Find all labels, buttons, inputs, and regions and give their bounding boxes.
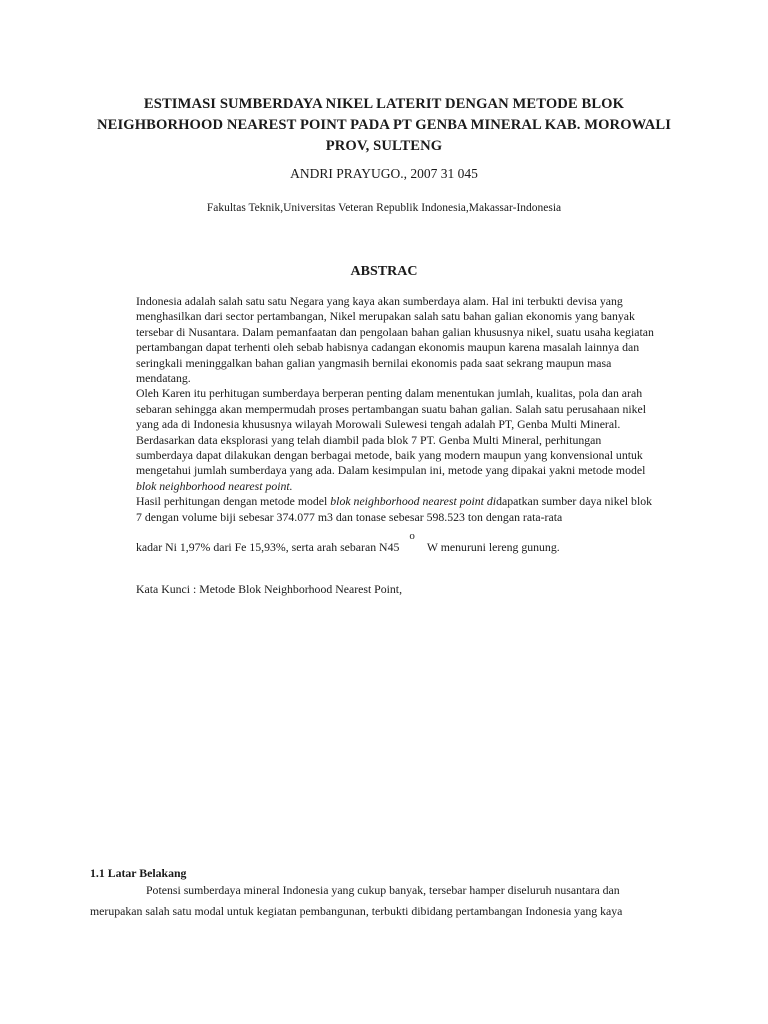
abstract-paragraph-2: Oleh Karen itu perhitugan sumberdaya berperan penting dalam menentukan jumlah, kualitas, pola dan arah sebaran sehingga akan mempermudah proses pertambangan suatu bahan galian. Salah satu perusahaan nikel yang ada di Indonesia khususnya wilayah Morowali Sulewesi tengah adalah PT, Genba Multi Mineral. bbox=[136, 386, 647, 432]
abstract-paragraph-4-pre: Hasil perhitungan dengan metode model bbox=[136, 494, 331, 509]
title-line-2: NEIGHBORHOOD NEAREST POINT PADA PT GENBA MINERAL KAB. MOROWALI bbox=[97, 117, 671, 133]
abstract-body bbox=[136, 294, 656, 525]
paper-title bbox=[60, 94, 708, 157]
abstract-final-line bbox=[136, 530, 560, 555]
title-line-1: ESTIMASI SUMBERDAYA NIKEL LATERIT DENGAN METODE BLOK bbox=[143, 96, 625, 112]
abstract-paragraph-4-post: dapatkan sumber daya nikel blok 7 dengan volume biji sebesar 374.077 m3 dan tonase sebesar 598.523 ton dengan rata-rata bbox=[136, 494, 653, 524]
abstract-paragraph-3-italic: blok neighborhood nearest point. bbox=[136, 478, 293, 493]
abstract-final-line-pre: kadar Ni 1,97% dari Fe 15,93%, serta arah sebaran N45 bbox=[136, 540, 400, 554]
author-line: ANDRI PRAYUGO., 2007 31 045 bbox=[290, 166, 478, 181]
abstract-heading: ABSTRAC bbox=[350, 264, 418, 279]
abstract-paragraph-3 bbox=[136, 433, 656, 495]
abstract-paragraph-3-text: Berdasarkan data eksplorasi yang telah diambil pada blok 7 PT. Genba Multi Mineral, perhitungan sumberdaya dapat dilakukan dengan berbagai metode, baik yang modern maupun yang konvensional untuk mengetahui jumlah sumberdaya yang ada. Dalam kesimpulan ini, metode yang dipakai yakni metode model bbox=[136, 432, 646, 478]
abstract-final-line-post: W menuruni lereng gunung. bbox=[426, 540, 560, 554]
abstract-paragraph-4 bbox=[136, 494, 656, 525]
section-heading: 1.1 Latar Belakang bbox=[90, 866, 187, 880]
abstract-paragraph-1: Indonesia adalah salah satu satu Negara yang kaya akan sumberdaya alam. Hal ini terbukti devisa yang menghasilkan dari sector pertambangan, Nikel merupakan salah satu bahan galian ekonomis yang banyak tersebar di Nusantara. Dalam pemanfaatan dan pengolaan bahan galian khususnya nikel, suatu usaha kegiatan pertambangan dapat terhenti oleh sebab habisnya cadangan ekonomis maupun karena masalah lainnya dan seringkali meninggalkan bahan galian yangmasih bernilai ekonomis pada saat sekrang maupun masa mendatang. bbox=[136, 294, 654, 386]
title-line-3: PROV, SULTENG bbox=[325, 138, 443, 154]
keywords-line: Kata Kunci : Metode Blok Neighborhood Nearest Point, bbox=[136, 582, 403, 596]
abstract-paragraph-4-italic: blok neighborhood nearest point di bbox=[330, 494, 497, 509]
degree-symbol: o bbox=[409, 530, 415, 542]
affiliation-line: Fakultas Teknik,Universitas Veteran Republik Indonesia,Makassar-Indonesia bbox=[206, 202, 562, 214]
section-body: Potensi sumberdaya mineral Indonesia yang cukup banyak, tersebar hamper diseluruh nusantara dan merupakan salah satu modal untuk kegiatan pembangunan, terbukti dibidang pertambangan Indonesia yang kaya bbox=[90, 883, 623, 918]
